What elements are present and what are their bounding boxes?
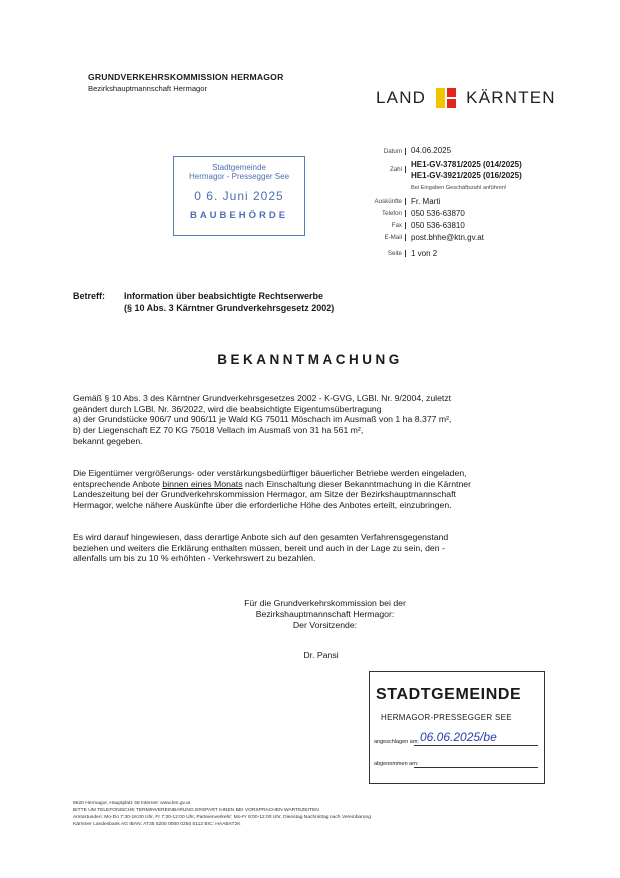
zahl-label: Zahl xyxy=(362,166,406,173)
subject-label: Betreff: xyxy=(73,291,106,301)
posted-date-handwritten: 06.06.2025/be xyxy=(420,730,497,744)
signature-line-2: Bezirkshauptmannschaft Hermagor: xyxy=(255,609,395,619)
deadline-text: binnen eines Monats xyxy=(162,478,243,489)
authority-subtitle: Bezirkshauptmannschaft Hermagor xyxy=(88,84,208,93)
reference-note: Bei Eingaben Geschäftszahl anführen! xyxy=(411,185,507,191)
removed-label: abgenommen am: xyxy=(374,761,419,767)
zahl-value-2: HE1-GV-3921/2025 (016/2025) xyxy=(411,171,522,180)
stamp-line-2: Hermagor - Pressegger See xyxy=(188,172,290,181)
signature-line-3: Der Vorsitzende: xyxy=(292,620,358,630)
auskunft-label: Auskünfte xyxy=(362,198,406,205)
posted-line xyxy=(414,745,538,746)
paragraph-1-line: a) der Grundstücke 906/7 und 906/11 je Wald KG 75011 Möschach im Ausmaß von 1 ha 8.377 m², xyxy=(73,414,452,425)
subject-line-2: (§ 10 Abs. 3 Kärntner Grundverkehrsgesetz 2002) xyxy=(124,303,335,313)
paragraph-3 xyxy=(73,532,553,564)
removed-line xyxy=(414,767,538,768)
seite-label: Seite xyxy=(362,250,406,257)
datum-value: 04.06.2025 xyxy=(411,146,452,155)
posted-label: angeschlagen am: xyxy=(374,739,419,745)
datum-label: Datum xyxy=(362,148,406,155)
authority-name: GRUNDVERKEHRSKOMMISSION HERMAGOR xyxy=(88,72,284,82)
auskunft-value: Fr. Marti xyxy=(411,197,441,206)
stamp-line-1: Stadtgemeinde xyxy=(212,163,266,172)
seite-value: 1 von 2 xyxy=(411,249,438,258)
posting-stamp-subtitle: HERMAGOR-PRESSEGGER SEE xyxy=(381,713,512,722)
paragraph-1-line: Gemäß § 10 Abs. 3 des Kärntner Grundverkehrsgesetzes 2002 - K-GVG, LGBl. Nr. 9/2004, zuletzt xyxy=(73,393,452,403)
fax-label: Fax xyxy=(362,222,406,229)
paragraph-1 xyxy=(73,393,553,447)
land-kaernten-logo xyxy=(376,88,556,108)
paragraph-2-line: entsprechende Anbote binnen eines Monats nach Einschaltung dieser Bekanntmachung in die Kärntner xyxy=(73,478,471,489)
email-label: E-Mail xyxy=(362,234,406,241)
paragraph-1-line: bekannt gegeben. xyxy=(73,435,143,446)
received-date-stamp xyxy=(173,156,305,236)
signature-block xyxy=(200,598,450,631)
stamp-department: BAUBEHÖRDE xyxy=(189,210,289,221)
paragraph-2-line: Hermagor, welche nähere Auskünfte über die erforderliche Höhe des Anbotes erteilt, einzubringen. xyxy=(73,500,452,511)
logo-mark-icon xyxy=(436,88,456,108)
fax-value: 050 536-63810 xyxy=(411,221,465,230)
paragraph-1-line: geändert durch LGBl. Nr. 36/2022, wird die beabsichtigte Eigentumsübertragung xyxy=(73,403,382,414)
subject-line-1: Information über beabsichtigte Rechtserwerbe xyxy=(124,291,324,301)
telefon-value: 050 536-63870 xyxy=(411,209,465,218)
paragraph-2-line: Landeszeitung bei der Grundverkehrskommission Hermagor, am Sitze der Bezirkshauptmannschaft xyxy=(73,489,456,500)
stamp-date: 0 6. Juni 2025 xyxy=(194,189,284,203)
posting-stamp xyxy=(369,671,545,784)
paragraph-3-line: Es wird darauf hingewiesen, dass derartige Anbote sich auf den gesamten Verfahrensgegenstand xyxy=(73,532,449,542)
signature-line-1: Für die Grundverkehrskommission bei der xyxy=(244,598,406,608)
paragraph-3-line: allenfalls um bis zu 10 % erhöhten - Verkehrswert zu bezahlen. xyxy=(73,553,316,564)
signatory-name: Dr. Pansi xyxy=(303,650,339,660)
footer-line: Kärntner Landesbank AG IBAN: AT35 5200 0000 0250 0112 BIC: HAABAT2K xyxy=(73,822,241,827)
telefon-label: Telefon xyxy=(362,210,406,217)
paragraph-2-line: Die Eigentümer vergrößerungs- oder verstärkungsbedürftiger bäuerlicher Betriebe werden eingeladen, xyxy=(73,468,467,478)
document-heading: BEKANNTMACHUNG xyxy=(217,352,403,367)
logo-text-left: LAND xyxy=(376,88,427,107)
email-value: post.bhhe@ktn.gv.at xyxy=(411,233,484,242)
paragraph-1-line: b) der Liegenschaft EZ 70 KG 75018 Vellach im Ausmaß von 31 ha 561 m², xyxy=(73,425,364,436)
posting-stamp-title: STADTGEMEINDE xyxy=(376,686,522,703)
paragraph-3-line: beziehen und weiters die Erklärung enthalten müssen, bereit und auch in der Lage zu sein, den - xyxy=(73,542,445,553)
zahl-value-1: HE1-GV-3781/2025 (014/2025) xyxy=(411,160,522,169)
footer-line: Amtsstunden: Mo-Do 7:30-16:00 Uhr, Fr 7:30-12:00 Uhr, Parteienverkehr: Mo-Fr 8:00-12:00 Uhr, Dienstag Nachmittag nach Vereinbarung xyxy=(73,815,371,820)
footer-line: 9620 Hermagor, Hauptplatz 48 Internet: www.ktn.gv.at xyxy=(73,801,191,806)
paragraph-2 xyxy=(73,468,553,511)
logo-text-right: KÄRNTEN xyxy=(466,88,556,107)
footer-line: BITTE UM TELEFONISCHE TERMINVEREINBARUNG ERSPART IHNEN BEI VORSPRACHEN WARTEZEITEN xyxy=(73,808,319,813)
